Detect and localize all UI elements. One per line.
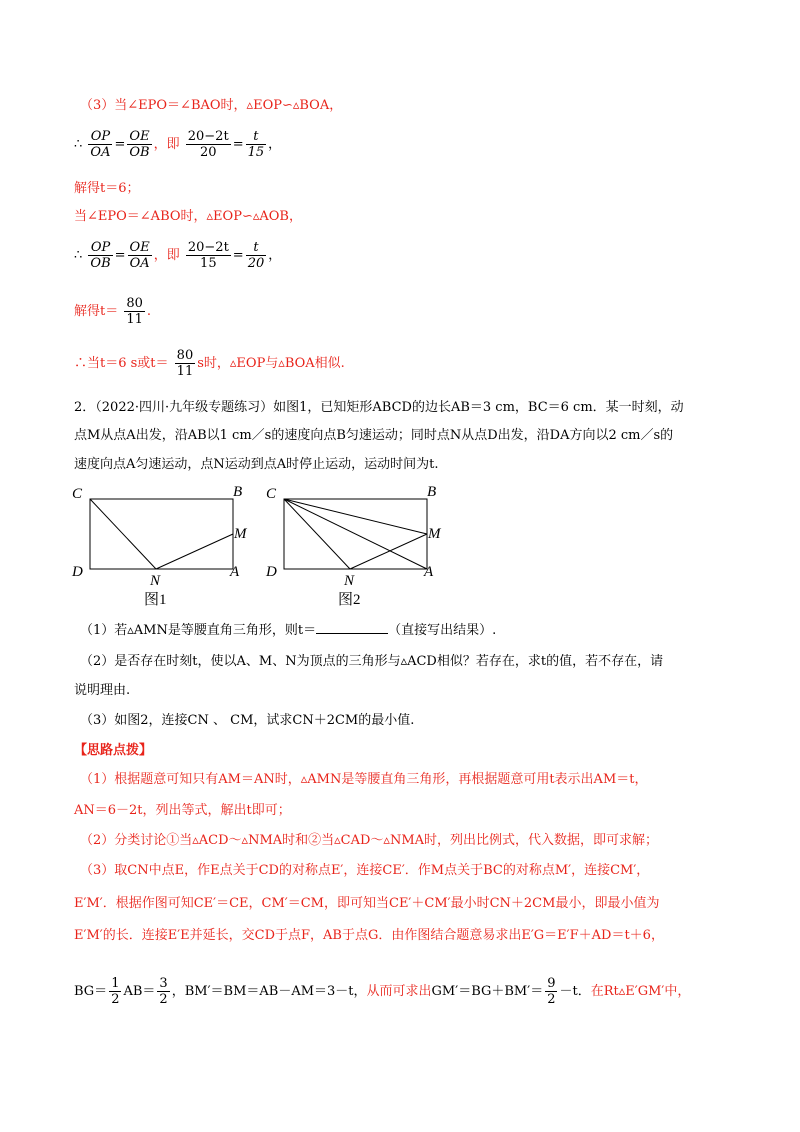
hint-line: （1）根据题意可知只有AM＝AN时，▵AMN是等腰直角三角形，再根据题意可用t表示出AM＝t，	[80, 772, 648, 787]
question-2: （2）是否存在时刻t，使以A、M、N为顶点的三角形与▵ACD相似？若存在，求t的值，若不存在，请	[80, 654, 664, 669]
hint-line: BG＝ $\frac{1}{2}$ AB＝ $\frac{3}{2}$ ，BM′＝BM＝AB－AM＝3－t，从而可求出GM′＝BG＋BM′＝ $\frac{9}{2}$ －t．在Rt▵E′GM′中，	[74, 976, 691, 1007]
fraction: $\frac{t}{20}$	[247, 240, 265, 271]
question-3: （3）如图2，连接CN 、 CM，试求CN＋2CM的最小值.	[80, 713, 415, 728]
question-1: （1）若▵AMN是等腰直角三角形，则t＝ （直接写出结果）.	[80, 623, 497, 638]
segment-cn	[90, 499, 156, 569]
hint-title: 【思路点拨】	[74, 743, 153, 758]
fraction: $\frac{OE}{OB}$	[129, 129, 150, 160]
fraction: $\frac{t}{15}$	[247, 129, 265, 160]
label-c: C	[266, 486, 277, 502]
hint-line: （3）取CN中点E，作E点关于CD的对称点E′，连接CE′．作M点关于BC的对称点M′，连接CM′，	[80, 863, 650, 878]
label-b: B	[427, 484, 437, 500]
figure-2-caption: 图2	[338, 592, 361, 608]
figure-1-diagram	[68, 482, 258, 612]
label-d: D	[266, 564, 277, 580]
fraction: $\frac{OP}{OA}$	[90, 129, 111, 160]
solution-line: 解得t＝ $\frac{80}{11}$ .	[74, 296, 152, 327]
fraction: $\frac{80}{11}$	[176, 348, 194, 379]
label-m: M	[428, 526, 441, 542]
solution-ratio-line: ∴ $\frac{OP}{OB}$ = $\frac{OE}{OA}$ ，即 $\frac{20-2t}{15}$ = $\frac{t}{20}$ ，	[74, 240, 282, 271]
hint-line: （2）分类讨论①当▵ACD～▵NMA时和②当▵CAD～▵NMA时，列出比例式，代入数据，即可求解；	[80, 833, 659, 848]
hint-line: AN＝6－2t，列出等式，解出t即可；	[74, 803, 291, 818]
solution-ratio-line: ∴ $\frac{OP}{OA}$ = $\frac{OE}{OB}$ ，即 $\frac{20-2t}{20}$ = $\frac{t}{15}$ ，	[74, 129, 282, 160]
fraction: $\frac{20-2t}{20}$	[187, 129, 229, 160]
figure-2	[262, 482, 452, 612]
figure-1	[68, 482, 258, 612]
rectangle-abcd	[90, 499, 233, 569]
label-c: C	[72, 486, 83, 502]
hint-line: E′M′的长．连接E′E并延长，交CD于点F，AB于点G．由作图结合题意易求出E′G＝E′F＋AD＝t＋6，	[74, 928, 664, 943]
answer-blank	[316, 621, 388, 634]
problem-statement: 点M从点A出发，沿AB以1 cm／s的速度向点B匀速运动；同时点N从点D出发，沿DA方向以2 cm／s的	[74, 428, 674, 443]
fraction: $\frac{20-2t}{15}$	[187, 240, 229, 271]
fraction: $\frac{OE}{OA}$	[129, 240, 150, 271]
question-2-cont: 说明理由.	[74, 683, 131, 698]
label-d: D	[72, 564, 83, 580]
label-b: B	[233, 484, 243, 500]
problem-statement: 速度向点A匀速运动，点N运动到点A时停止运动，运动时间为t.	[74, 457, 439, 472]
fraction: $\frac{9}{2}$	[547, 976, 556, 1007]
fraction: $\frac{80}{11}$	[126, 296, 143, 327]
figure-1-caption: 图1	[144, 592, 167, 608]
label-n: N	[150, 573, 161, 589]
fraction: $\frac{1}{2}$	[111, 976, 120, 1007]
segment-cn	[284, 499, 350, 569]
segment-cm	[284, 499, 427, 534]
solution-line: 当∠EPO＝∠ABO时，▵EOP∽▵AOB，	[74, 209, 302, 224]
label-n: N	[344, 573, 355, 589]
problem-statement: 2．（2022·四川·九年级专题练习）如图1，已知矩形ABCD的边长AB＝3 cm，BC＝6 cm．某一时刻，动	[74, 400, 684, 415]
figure-2-diagram	[262, 482, 452, 612]
segment-ca	[284, 499, 427, 569]
label-a: A	[230, 564, 240, 580]
label-m: M	[234, 526, 247, 542]
solution-line: 解得t＝6；	[74, 181, 140, 196]
segment-nm	[156, 534, 233, 569]
fraction: $\frac{3}{2}$	[159, 976, 168, 1007]
solution-line: ∴当t＝6 s或t＝ $\frac{80}{11}$ s时，▵EOP与▵BOA相似.	[74, 348, 345, 379]
label-a: A	[424, 564, 434, 580]
fraction: $\frac{OP}{OB}$	[90, 240, 111, 271]
hint-line: E′M′．根据作图可知CE′＝CE，CM′＝CM，即可知当CE′＋CM′最小时CN＋2CM最小，即最小值为	[74, 896, 660, 911]
solution-line: （3）当∠EPO＝∠BAO时，▵EOP∽▵BOA，	[80, 98, 343, 113]
